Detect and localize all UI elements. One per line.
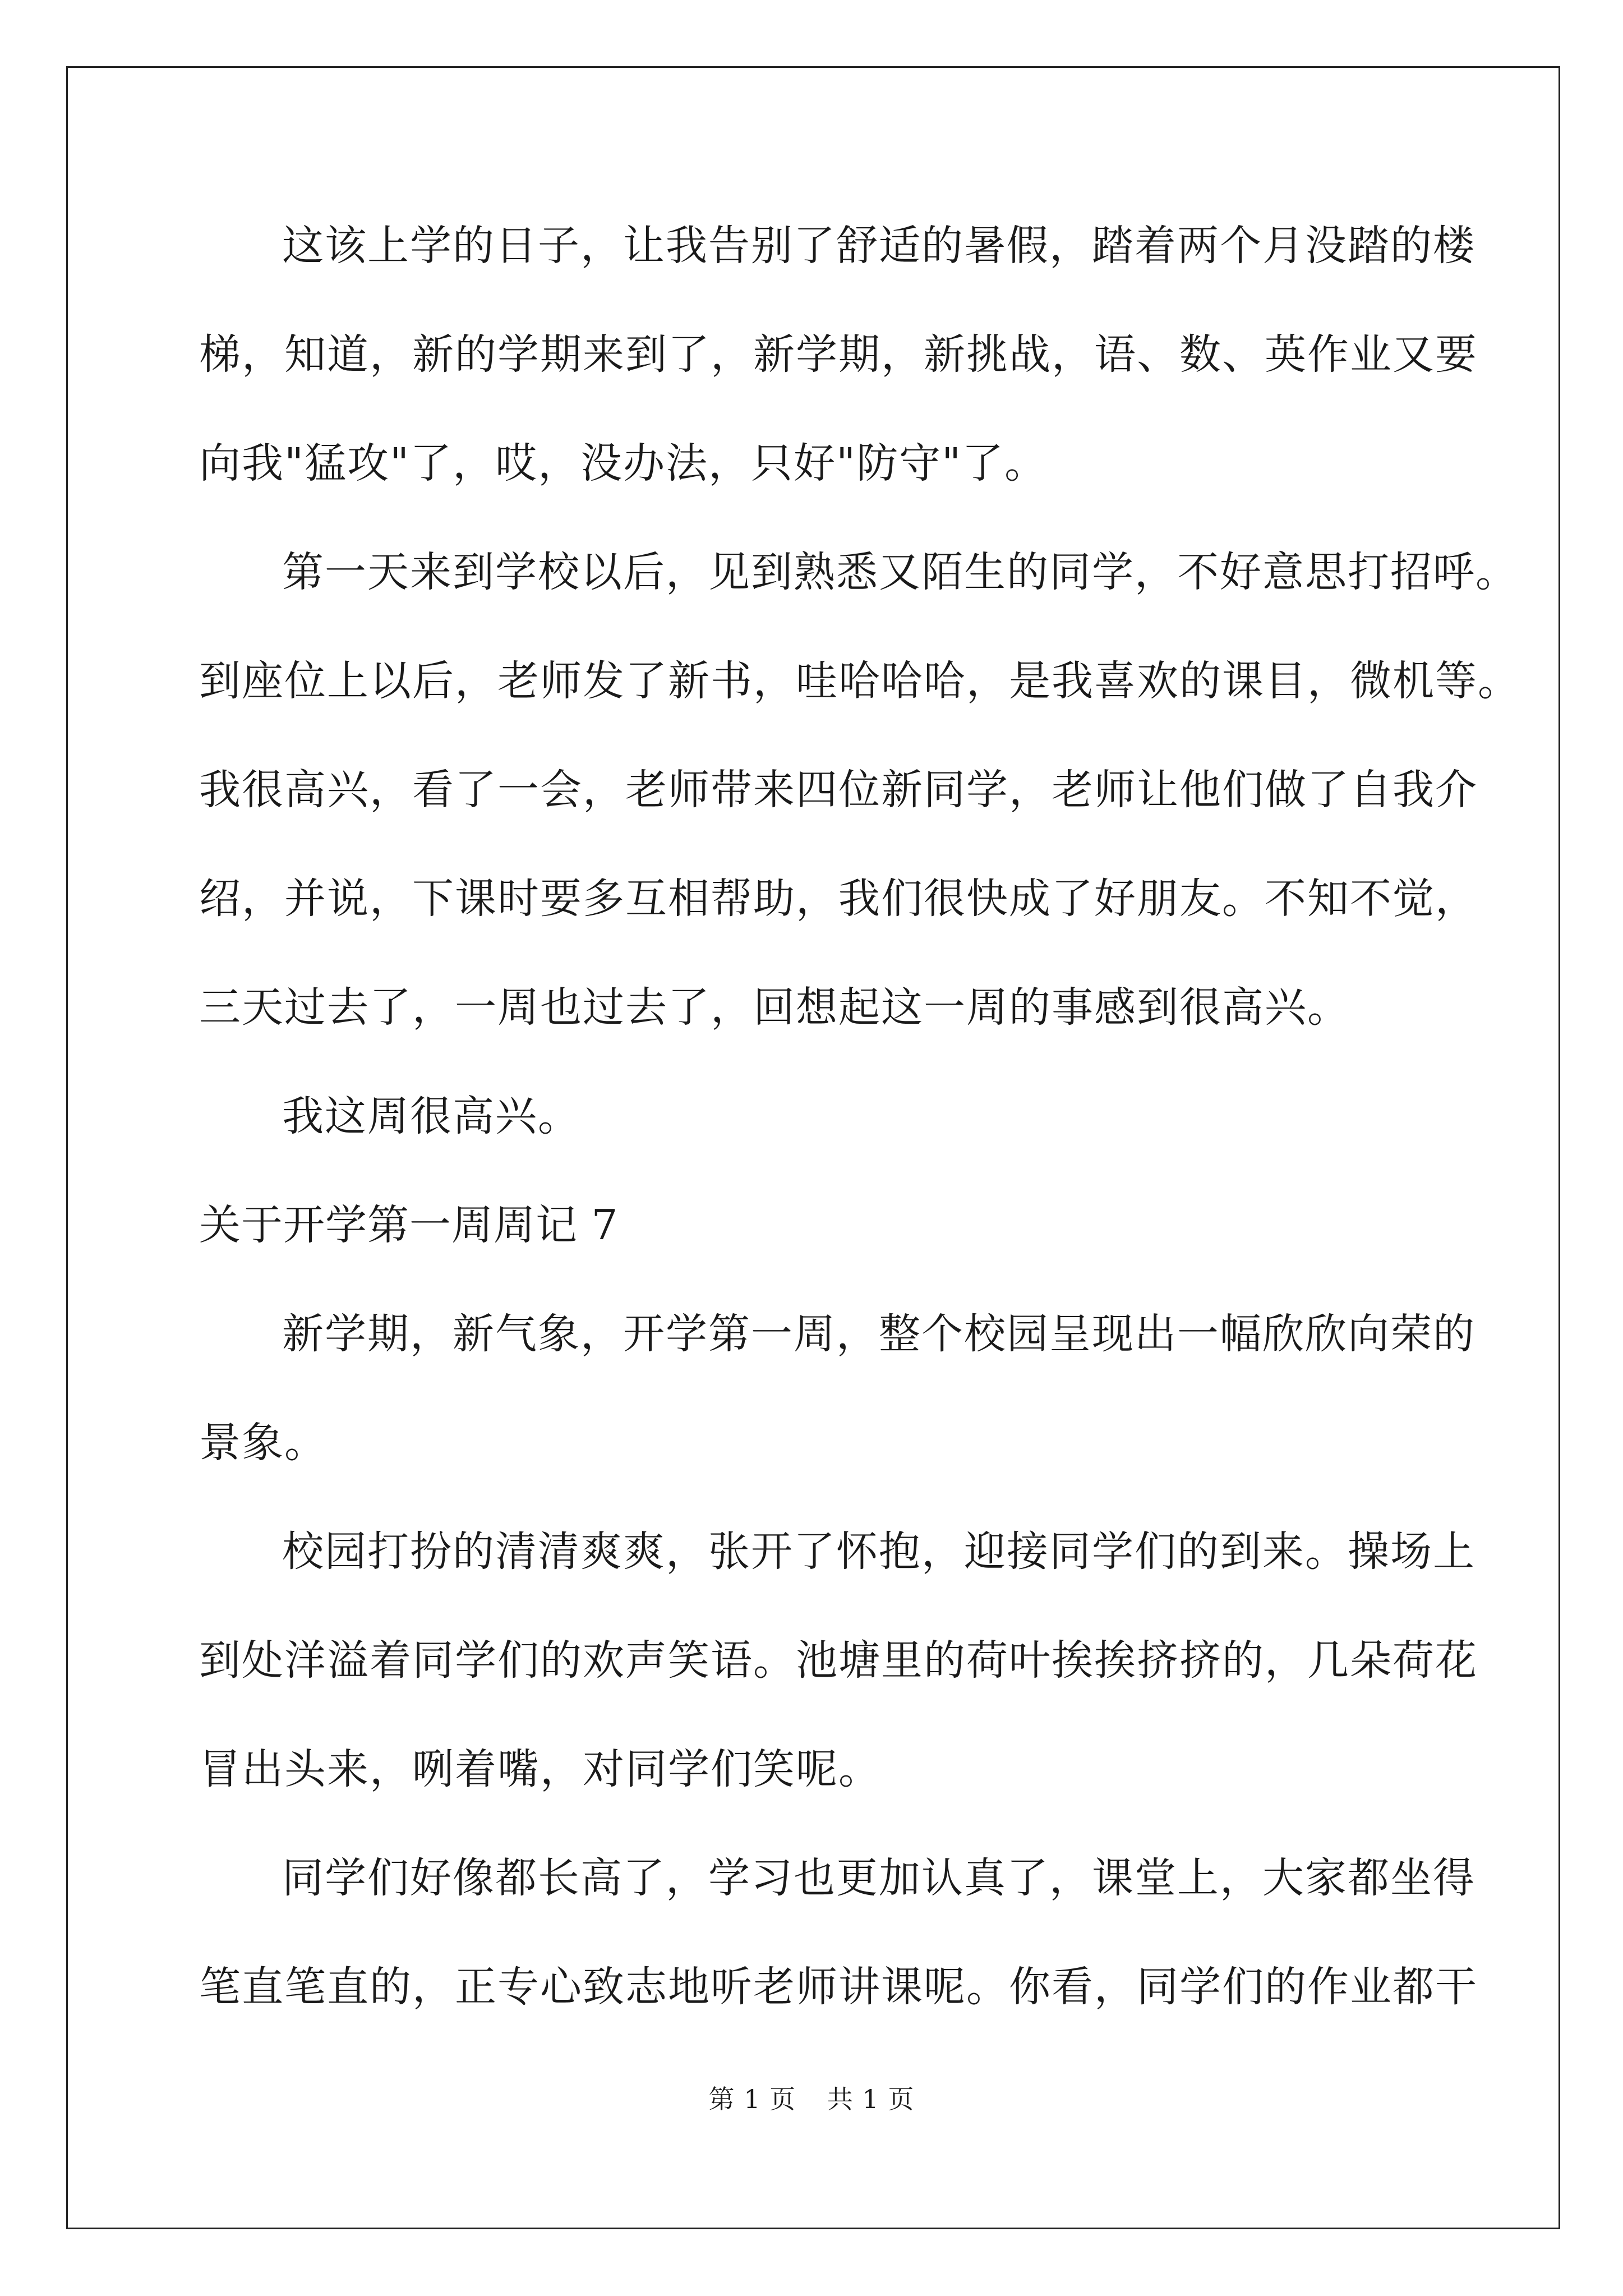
paragraph-line: 新学期，新气象，开学第一周，整个校园呈现出一幅欣欣向荣的 [282,1310,1476,1358]
paragraph-line: 到座位上以后，老师发了新书，哇哈哈哈，是我喜欢的课目，微机等。 [199,657,1520,705]
paragraph-line: 笔直笔直的，正专心致志地听老师讲课呢。你看，同学们的作业都干 [199,1963,1478,2011]
section-heading: 关于开学第一周周记 7 [199,1201,619,1249]
paragraph-line: 我很高兴，看了一会，老师带来四位新同学，老师让他们做了自我介 [199,766,1478,814]
page-footer [0,2082,1623,2116]
page-number-total: 共 1 页 [827,2084,915,2114]
paragraph-line: 梯，知道，新的学期来到了，新学期，新挑战，语、数、英作业又要 [199,330,1478,379]
paragraph-line: 同学们好像都长高了，学习也更加认真了，课堂上，大家都坐得 [282,1854,1476,1902]
paragraph-line: 这该上学的日子，让我告别了舒适的暑假，踏着两个月没踏的楼 [282,222,1476,270]
document-body [199,219,1520,2069]
paragraph-line: 第一天来到学校以后，见到熟悉又陌生的同学，不好意思打招呼。 [282,548,1518,596]
paragraph-line: 我这周很高兴。 [282,1092,580,1140]
paragraph-line: 三天过去了，一周也过去了，回想起这一周的事感到很高兴。 [199,983,1350,1032]
paragraph-line: 冒出头来，咧着嘴，对同学们笑呢。 [199,1745,881,1793]
paragraph-line: 景象。 [199,1419,327,1467]
paragraph-line: 校园打扮的清清爽爽，张开了怀抱，迎接同学们的到来。操场上 [282,1527,1476,1576]
paragraph-line: 向我"猛攻"了，哎，没办法，只好"防守"了。 [199,439,1048,487]
page-number-current: 第 1 页 [708,2084,796,2114]
paragraph-line: 到处洋溢着同学们的欢声笑语。池塘里的荷叶挨挨挤挤的，几朵荷花 [199,1636,1478,1685]
paragraph-line: 绍，并说，下课时要多互相帮助，我们很快成了好朋友。不知不觉， [199,875,1478,923]
